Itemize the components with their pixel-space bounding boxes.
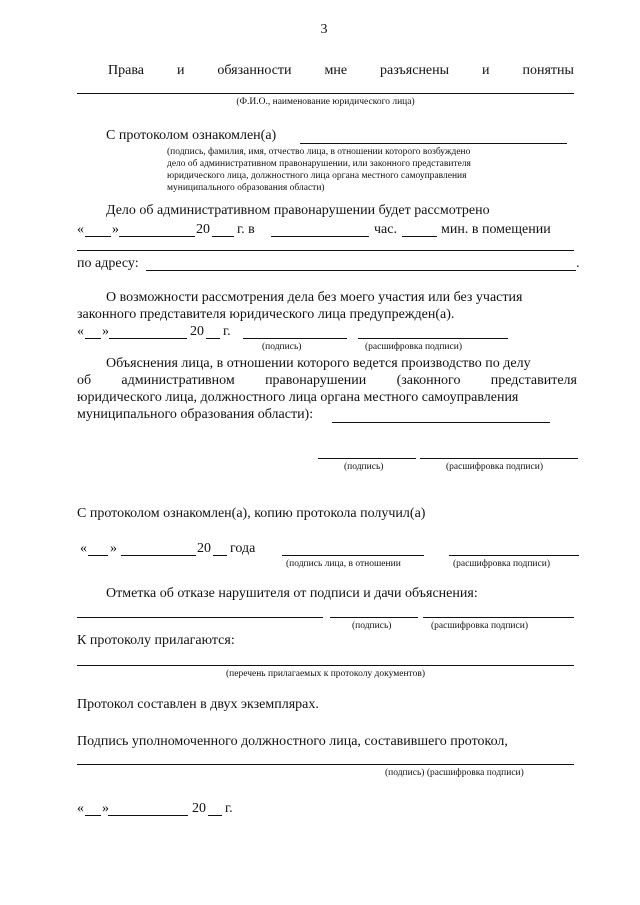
rights-underline[interactable] bbox=[77, 93, 574, 94]
official-caption: (подпись) (расшифровка подписи) bbox=[385, 768, 524, 778]
possibility-decoding-field[interactable] bbox=[358, 338, 508, 339]
rights-word: и bbox=[482, 63, 490, 78]
explanations-word: об bbox=[77, 373, 92, 388]
close-quote: » bbox=[112, 222, 119, 237]
official-signature-field[interactable] bbox=[77, 764, 574, 765]
hours-label: час. bbox=[374, 222, 397, 237]
explanations-word: представителя bbox=[490, 373, 577, 388]
possibility-signature-caption: (подпись) bbox=[262, 342, 302, 352]
refusal-decoding-caption: (расшифровка подписи) bbox=[431, 621, 528, 631]
explanations-field[interactable] bbox=[332, 422, 550, 423]
rights-word: мне bbox=[324, 63, 348, 78]
explanations-line: муниципального образования области): bbox=[77, 407, 314, 422]
acquainted-caption-line: (подпись, фамилия, имя, отчество лица, в отношении которого возбуждено bbox=[167, 147, 471, 157]
explanations-word: правонарушении bbox=[265, 373, 367, 388]
possibility-year-field[interactable] bbox=[206, 338, 220, 339]
refusal-decoding-field[interactable] bbox=[423, 617, 574, 618]
hearing-minutes-field[interactable] bbox=[402, 236, 437, 237]
hearing-room-line[interactable] bbox=[77, 250, 574, 251]
year-suffix: г. bbox=[225, 801, 233, 816]
hearing-date-row bbox=[77, 222, 577, 240]
rights-word: и bbox=[176, 63, 185, 78]
attachments-field[interactable] bbox=[77, 665, 574, 666]
address-field[interactable] bbox=[146, 270, 576, 271]
attachments-caption: (перечень прилагаемых к протоколу документов) bbox=[226, 669, 425, 679]
year-suffix: г. bbox=[223, 324, 231, 339]
copy-decoding-caption: (расшифровка подписи) bbox=[453, 559, 550, 569]
minutes-label: мин. в помещении bbox=[441, 222, 551, 237]
copy-decoding-field[interactable] bbox=[449, 555, 579, 556]
open-quote: « bbox=[77, 801, 84, 816]
open-quote: « bbox=[77, 324, 84, 339]
possibility-signature-field[interactable] bbox=[243, 338, 347, 339]
possibility-line: О возможности рассмотрения дела без моего участия или без участия bbox=[106, 290, 523, 305]
final-year-field[interactable] bbox=[208, 815, 222, 816]
year-prefix: 20 bbox=[192, 801, 206, 816]
explanations-signature-caption: (подпись) bbox=[344, 462, 384, 472]
explanations-justified-line bbox=[77, 373, 577, 389]
hearing-line: Дело об административном правонарушении будет рассмотрено bbox=[106, 203, 490, 218]
explanations-signature-field[interactable] bbox=[318, 458, 416, 459]
copy-signature-caption: (подпись лица, в отношении bbox=[286, 559, 401, 569]
final-day-field[interactable] bbox=[85, 815, 101, 816]
rights-statement bbox=[108, 63, 574, 79]
attachments-label: К протоколу прилагаются: bbox=[77, 633, 235, 648]
final-month-field[interactable] bbox=[108, 815, 188, 816]
rights-caption: (Ф.И.О., наименование юридического лица) bbox=[236, 97, 415, 107]
possibility-date-row bbox=[77, 324, 577, 342]
hearing-year-field[interactable] bbox=[212, 236, 234, 237]
explanations-decoding-caption: (расшифровка подписи) bbox=[446, 462, 543, 472]
hearing-month-field[interactable] bbox=[119, 236, 195, 237]
year-suffix: г. в bbox=[237, 222, 255, 237]
copy-received-date-row bbox=[80, 541, 580, 559]
acquainted-signature-line[interactable] bbox=[300, 143, 567, 144]
acquainted-label: С протоколом ознакомлен(а) bbox=[106, 128, 277, 143]
year-word: года bbox=[230, 541, 256, 556]
copy-month-field[interactable] bbox=[121, 555, 196, 556]
refusal-field[interactable] bbox=[77, 617, 323, 618]
refusal-line: Отметка об отказе нарушителя от подписи и дачи объяснения: bbox=[106, 586, 478, 601]
refusal-signature-field[interactable] bbox=[330, 617, 418, 618]
acquainted-caption-line: юридического лица, должностного лица органа местного самоуправления bbox=[167, 171, 467, 181]
close-quote: » bbox=[102, 801, 109, 816]
year-prefix: 20 bbox=[190, 324, 204, 339]
hearing-day-field[interactable] bbox=[85, 236, 111, 237]
address-label: по адресу: bbox=[77, 256, 139, 271]
possibility-month-field[interactable] bbox=[109, 338, 187, 339]
rights-word: Права bbox=[108, 63, 144, 78]
possibility-day-field[interactable] bbox=[85, 338, 101, 339]
page-number: 3 bbox=[320, 22, 328, 37]
copy-signature-field[interactable] bbox=[282, 555, 424, 556]
possibility-line: законного представителя юридического лица предупрежден(а). bbox=[77, 307, 455, 322]
official-line: Подпись уполномоченного должностного лица, составившего протокол, bbox=[77, 734, 508, 749]
copy-day-field[interactable] bbox=[88, 555, 108, 556]
close-quote: » bbox=[110, 541, 117, 556]
rights-word: понятны bbox=[522, 63, 574, 78]
acquainted-caption-line: муниципального образования области) bbox=[167, 183, 325, 193]
rights-word: обязанности bbox=[217, 63, 292, 78]
explanations-word: административном bbox=[121, 373, 235, 388]
final-date-row bbox=[77, 801, 377, 819]
explanations-line: юридического лица, должностного лица органа местного самоуправления bbox=[77, 390, 519, 405]
explanations-decoding-field[interactable] bbox=[420, 458, 578, 459]
open-quote: « bbox=[80, 541, 87, 556]
open-quote: « bbox=[77, 222, 84, 237]
explanations-word: (законного bbox=[396, 373, 461, 388]
hearing-hours-field[interactable] bbox=[271, 236, 369, 237]
copies-line: Протокол составлен в двух экземплярах. bbox=[77, 697, 319, 712]
copy-received-line: С протоколом ознакомлен(а), копию протокола получил(а) bbox=[77, 506, 426, 521]
rights-word: разъяснены bbox=[380, 63, 450, 78]
year-prefix: 20 bbox=[197, 541, 211, 556]
year-prefix: 20 bbox=[196, 222, 210, 237]
copy-year-field[interactable] bbox=[213, 555, 227, 556]
refusal-signature-caption: (подпись) bbox=[352, 621, 392, 631]
possibility-decoding-caption: (расшифровка подписи) bbox=[365, 342, 462, 352]
explanations-line: Объяснения лица, в отношении которого ведется производство по делу bbox=[106, 356, 531, 371]
acquainted-caption bbox=[167, 146, 471, 194]
close-quote: » bbox=[102, 324, 109, 339]
acquainted-caption-line: дело об административном правонарушении, или законного представителя bbox=[167, 159, 471, 169]
address-end: . bbox=[576, 256, 580, 271]
